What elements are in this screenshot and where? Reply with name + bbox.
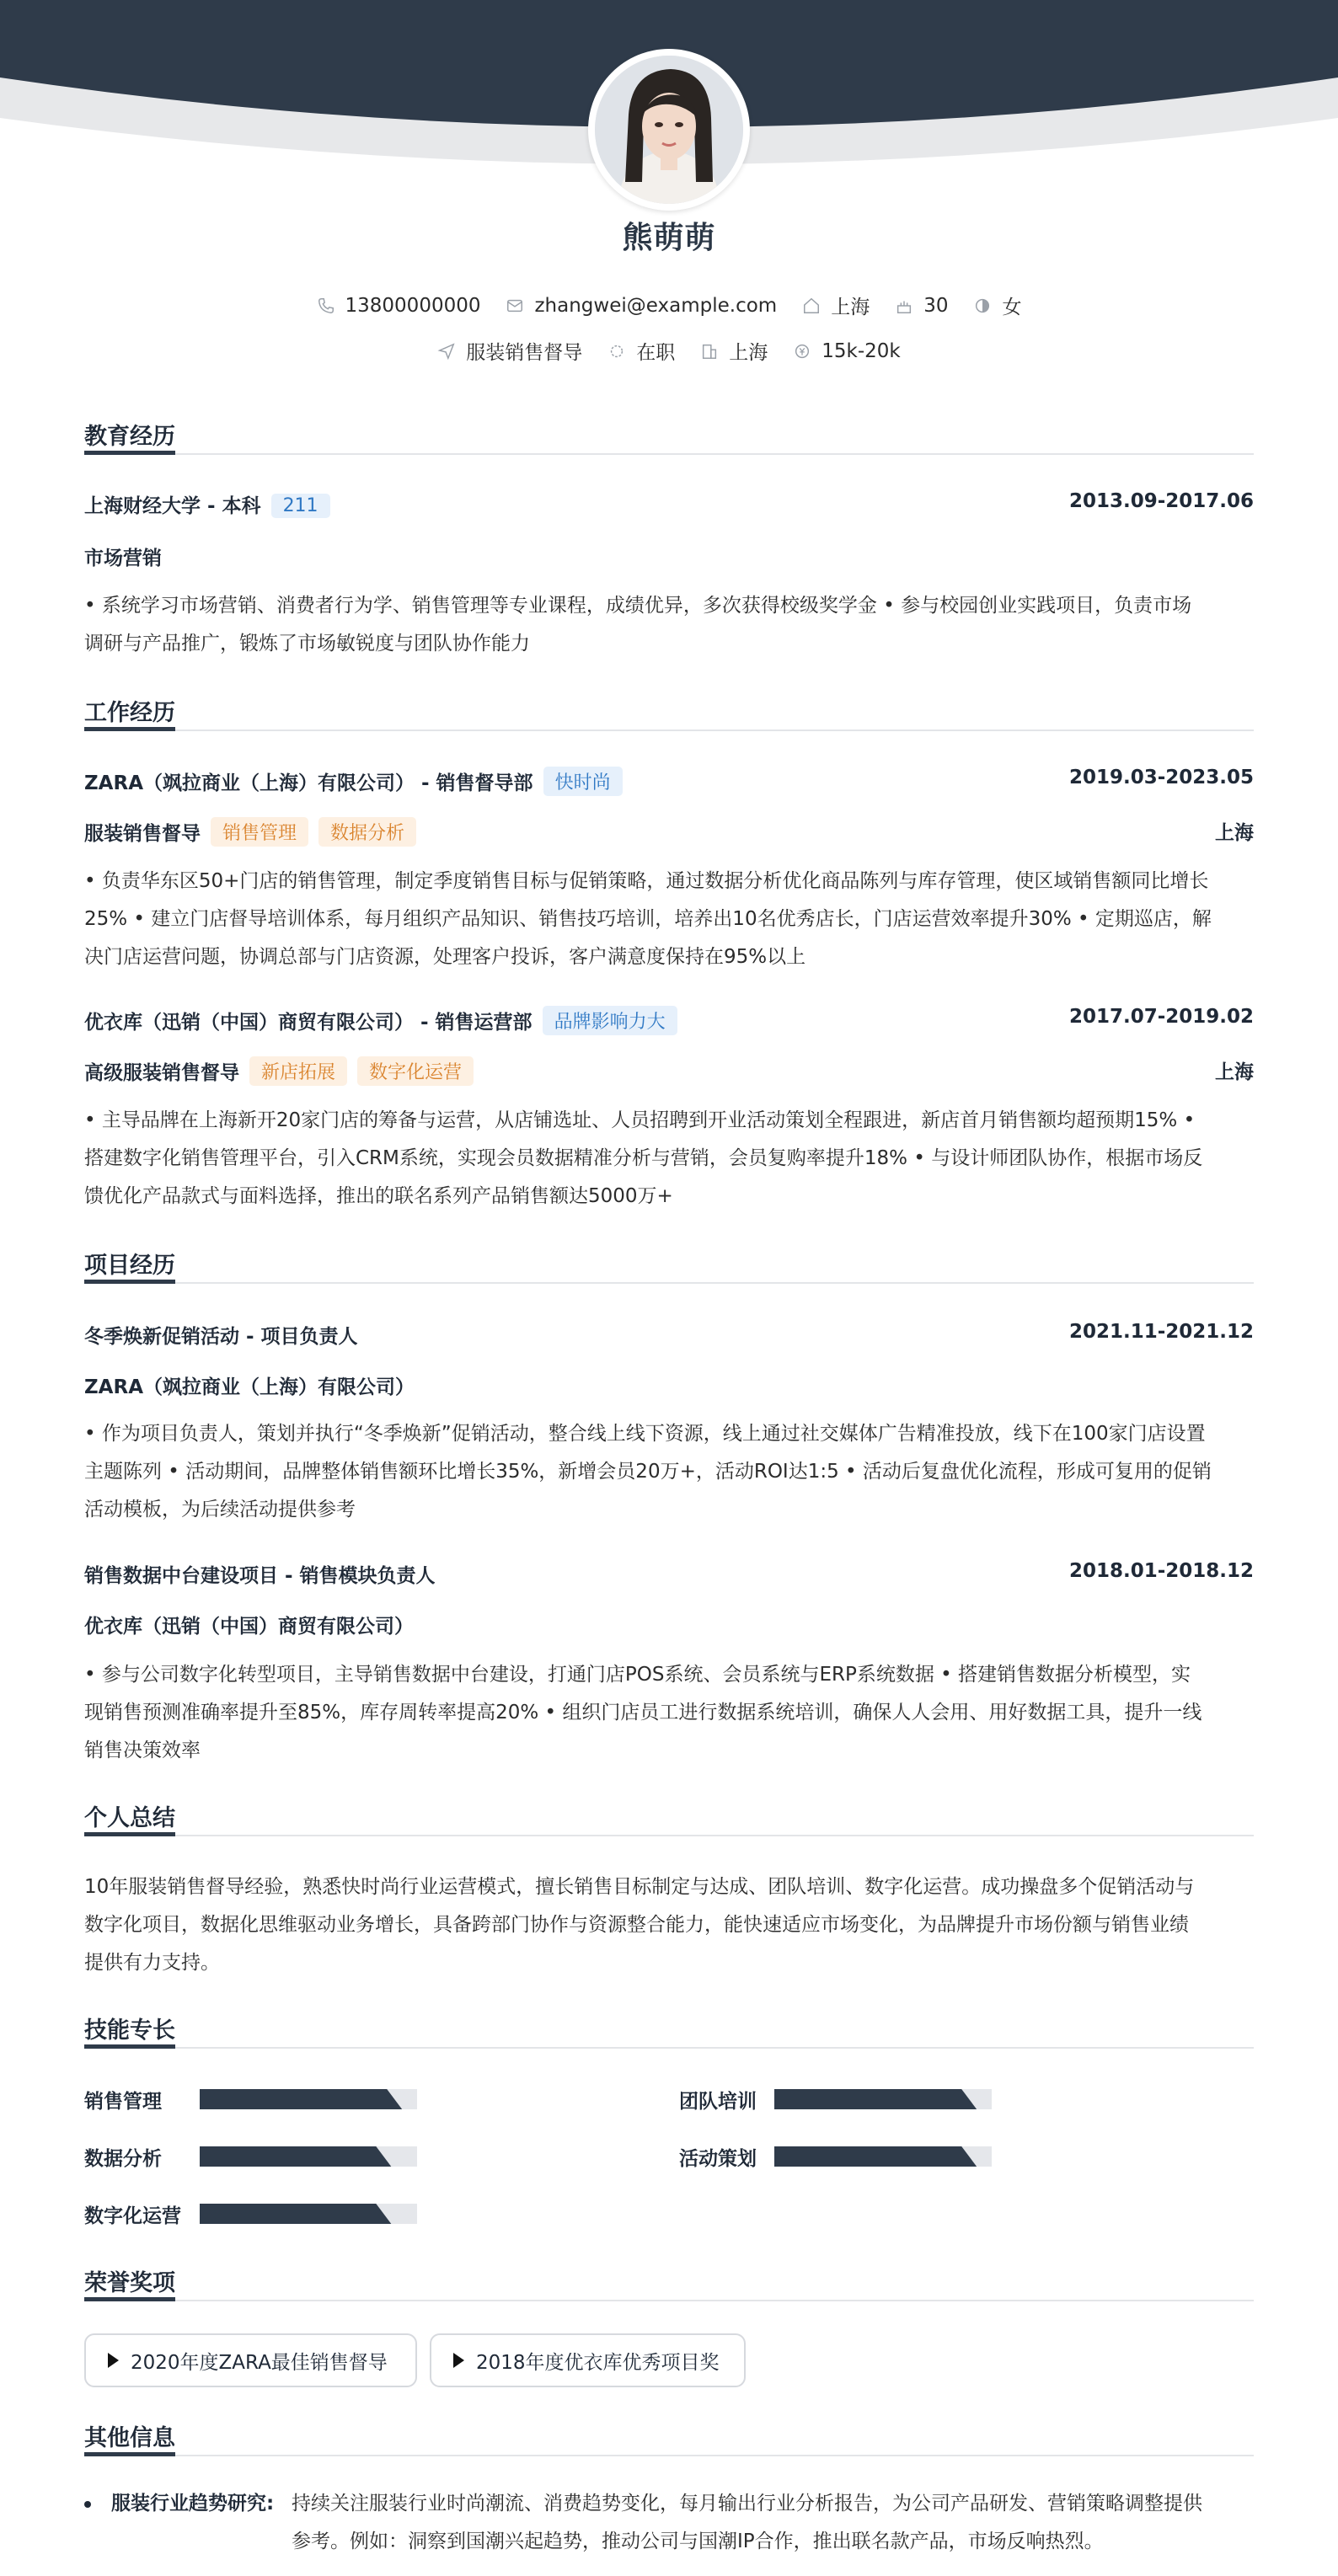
email-text: zhangwei@example.com — [534, 294, 778, 317]
other-info-text: 持续关注服装行业时尚潮流、消费趋势变化，每月输出行业分析报告，为公司产品研发、营销策略调整提供 参考。例如：洞察到国潮兴起趋势，推动公司与国潮IP合作，推出联名款产品，市场反响热烈。 — [292, 2493, 1202, 2552]
position-text: 服装销售督导 — [466, 342, 583, 364]
work-role: 高级服装销售督导 — [84, 1062, 239, 1084]
work-item-1-header — [84, 767, 1254, 796]
skill-bar — [774, 2146, 992, 2167]
skill-label: 活动策划 — [679, 2148, 757, 2170]
work-period: 2017.07-2019.02 — [1068, 1006, 1254, 1028]
home-icon — [802, 297, 821, 315]
avatar — [588, 49, 750, 211]
skill-label: 销售管理 — [84, 2091, 162, 2113]
project-company: ZARA（飒拉商业（上海）有限公司） — [84, 1376, 415, 1398]
project-name: 冬季焕新促销活动 - 项目负责人 — [84, 1326, 358, 1348]
work-role: 服装销售督导 — [84, 823, 201, 845]
project-company: 优衣库（迅销（中国）商贸有限公司） — [84, 1616, 414, 1638]
education-description: • 系统学习市场营销、消费者行为学、销售管理等专业课程，成绩优异，多次获得校级奖学金 • 参与校园创业实践项目，负责市场 调研与产品推广，锻炼了市场敏锐度与团队协作能力 — [84, 595, 1192, 655]
skill-bar — [200, 2089, 417, 2109]
work-skill-tag: 销售管理 — [211, 817, 308, 847]
work-item-2-description: • 主导品牌在上海新开20家门店的筹备与运营，从店铺选址、人员招聘到开业活动策划全程跟进，新店首月销售额均超预期15% • 搭建数字化销售管理平台，引入CRM系统，实现会员数据精准分析与营销，会员复购率提升18% • 与设计师团队协作，根据市场反 馈优化产品款式与面料选择，推出的联名系列产品销售额达5000万+ — [84, 1109, 1203, 1207]
skill-bar — [200, 2204, 417, 2224]
work-period: 2019.03-2023.05 — [1068, 767, 1254, 788]
mail-icon — [506, 297, 524, 315]
project-period: 2018.01-2018.12 — [1068, 1560, 1254, 1582]
age-item — [895, 291, 948, 319]
skill-bar-fill — [200, 2204, 391, 2224]
summary-text: 10年服装销售督导经验，熟悉快时尚行业运营模式，擅长销售目标制定与达成、团队培训、数字化运营。成功操盘多个促销活动与 数字化项目，数据化思维驱动业务增长，具备跨部门协作与资源整合能力，能快速适应市场变化，为品牌提升市场份额与销售业绩 提供有力支持。 — [84, 1876, 1195, 1974]
other-info-label: 服装行业趋势研究: — [111, 2493, 275, 2515]
education-header — [84, 490, 1254, 518]
work-company: ZARA（飒拉商业（上海）有限公司） - 销售督导部 — [84, 772, 533, 794]
status-icon — [607, 342, 626, 361]
major: 市场营销 — [84, 548, 162, 569]
cake-icon — [895, 297, 913, 315]
work-item-2-header — [84, 1006, 1254, 1035]
status-item — [607, 337, 675, 365]
gender-item — [973, 291, 1021, 319]
phone-text: 13800000000 — [345, 294, 481, 317]
phone-icon — [317, 297, 335, 315]
play-icon — [453, 2353, 464, 2368]
skill-bar-fill — [774, 2146, 977, 2167]
work-item-1-role — [84, 817, 1254, 847]
work-item-2-role — [84, 1056, 1254, 1086]
work-skill-tag: 新店拓展 — [249, 1056, 347, 1086]
skill-bar — [774, 2089, 992, 2109]
city-text: 上海 — [831, 297, 870, 318]
phone-item — [317, 291, 481, 319]
work-skill-tag: 数字化运营 — [357, 1056, 474, 1086]
target-city-text: 上海 — [729, 342, 768, 364]
skill-label: 团队培训 — [679, 2091, 757, 2113]
status-text: 在职 — [636, 342, 676, 364]
skill-bar-fill — [200, 2089, 402, 2109]
gender-icon — [973, 297, 992, 315]
education-period: 2013.09-2017.06 — [1068, 490, 1254, 512]
project-name: 销售数据中台建设项目 - 销售模块负责人 — [84, 1565, 436, 1587]
city-item — [802, 291, 870, 319]
project-section-title: 项目经历 — [84, 1247, 1254, 1284]
work-company-tag: 品牌影响力大 — [543, 1006, 677, 1035]
project-item-2-header — [84, 1560, 1254, 1588]
work-item-1-description: • 负责华东区50+门店的销售管理，制定季度销售目标与促销策略，通过数据分析优化商品陈列与库存管理，使区域销售额同比增长 25% • 建立门店督导培训体系，每月组织产品知识、销售技巧培训，培养出10名优秀店长，门店运营效率提升30% • 定期巡店，解 决门店运营问题，协调总部与门店资源，处理客户投诉，客户满意度保持在95%以上 — [84, 870, 1212, 968]
project-item-2-description: • 参与公司数字化转型项目，主导销售数据中台建设，打通门店POS系统、会员系统与ERP系统数据 • 搭建销售数据分析模型，实 现销售预测准确率提升至85%，库存周转率提高20% • 组织门店员工进行数据系统培训，确保人人会用、用好数据工具，提升一线 销售决策效率 — [84, 1664, 1202, 1761]
work-section-title: 工作经历 — [84, 694, 1254, 731]
school-name: 上海财经大学 - 本科 — [84, 495, 261, 517]
avatar-photo — [595, 56, 743, 204]
salary-text: 15k-20k — [822, 339, 901, 362]
work-location: 上海 — [1215, 1061, 1254, 1083]
project-item-1-header — [84, 1321, 1254, 1349]
award-badge: 2020年度ZARA最佳销售督导 — [84, 2333, 417, 2387]
summary-section-title: 个人总结 — [84, 1799, 1254, 1836]
target-city-item — [700, 337, 768, 365]
send-icon — [437, 342, 456, 361]
work-company-tag: 快时尚 — [543, 767, 623, 796]
skills-section-title: 技能专长 — [84, 2012, 1254, 2049]
skill-bar-fill — [200, 2146, 391, 2167]
skill-bar — [200, 2146, 417, 2167]
award-badge: 2018年度优衣库优秀项目奖 — [430, 2333, 746, 2387]
work-location: 上海 — [1215, 822, 1254, 844]
awards-section-title: 荣誉奖项 — [84, 2264, 1254, 2301]
salary-item — [793, 337, 900, 365]
building-icon — [700, 342, 719, 361]
work-skill-tag: 数据分析 — [318, 817, 416, 847]
skill-label: 数字化运营 — [84, 2205, 181, 2227]
contact-row — [0, 291, 1338, 319]
other-section-title: 其他信息 — [84, 2419, 1254, 2456]
project-item-1-description: • 作为项目负责人，策划并执行“冬季焕新”促销活动，整合线上线下资源，线上通过社交媒体广告精准投放，线下在100家门店设置 主题陈列 • 活动期间，品牌整体销售额环比增长35%，新增会员20万+，活动ROI达1:5 • 活动后复盘优化流程，形成可复用的促销 活动模板，为后续活动提供参考 — [84, 1423, 1212, 1520]
email-item — [506, 291, 777, 319]
job-intent-row — [0, 337, 1338, 365]
skill-bar-fill — [774, 2089, 977, 2109]
bullet-icon — [84, 2501, 91, 2508]
money-icon — [793, 342, 811, 361]
education-section-title: 教育经历 — [84, 418, 1254, 455]
candidate-name: 熊萌萌 — [622, 221, 716, 255]
play-icon — [108, 2353, 119, 2368]
gender-text: 女 — [1002, 297, 1022, 318]
project-period: 2021.11-2021.12 — [1068, 1321, 1254, 1343]
position-item — [437, 337, 582, 365]
work-company: 优衣库（迅销（中国）商贸有限公司） - 销售运营部 — [84, 1012, 533, 1034]
age-text: 30 — [923, 294, 949, 317]
skill-label: 数据分析 — [84, 2148, 162, 2170]
school-tag: 211 — [271, 494, 330, 518]
